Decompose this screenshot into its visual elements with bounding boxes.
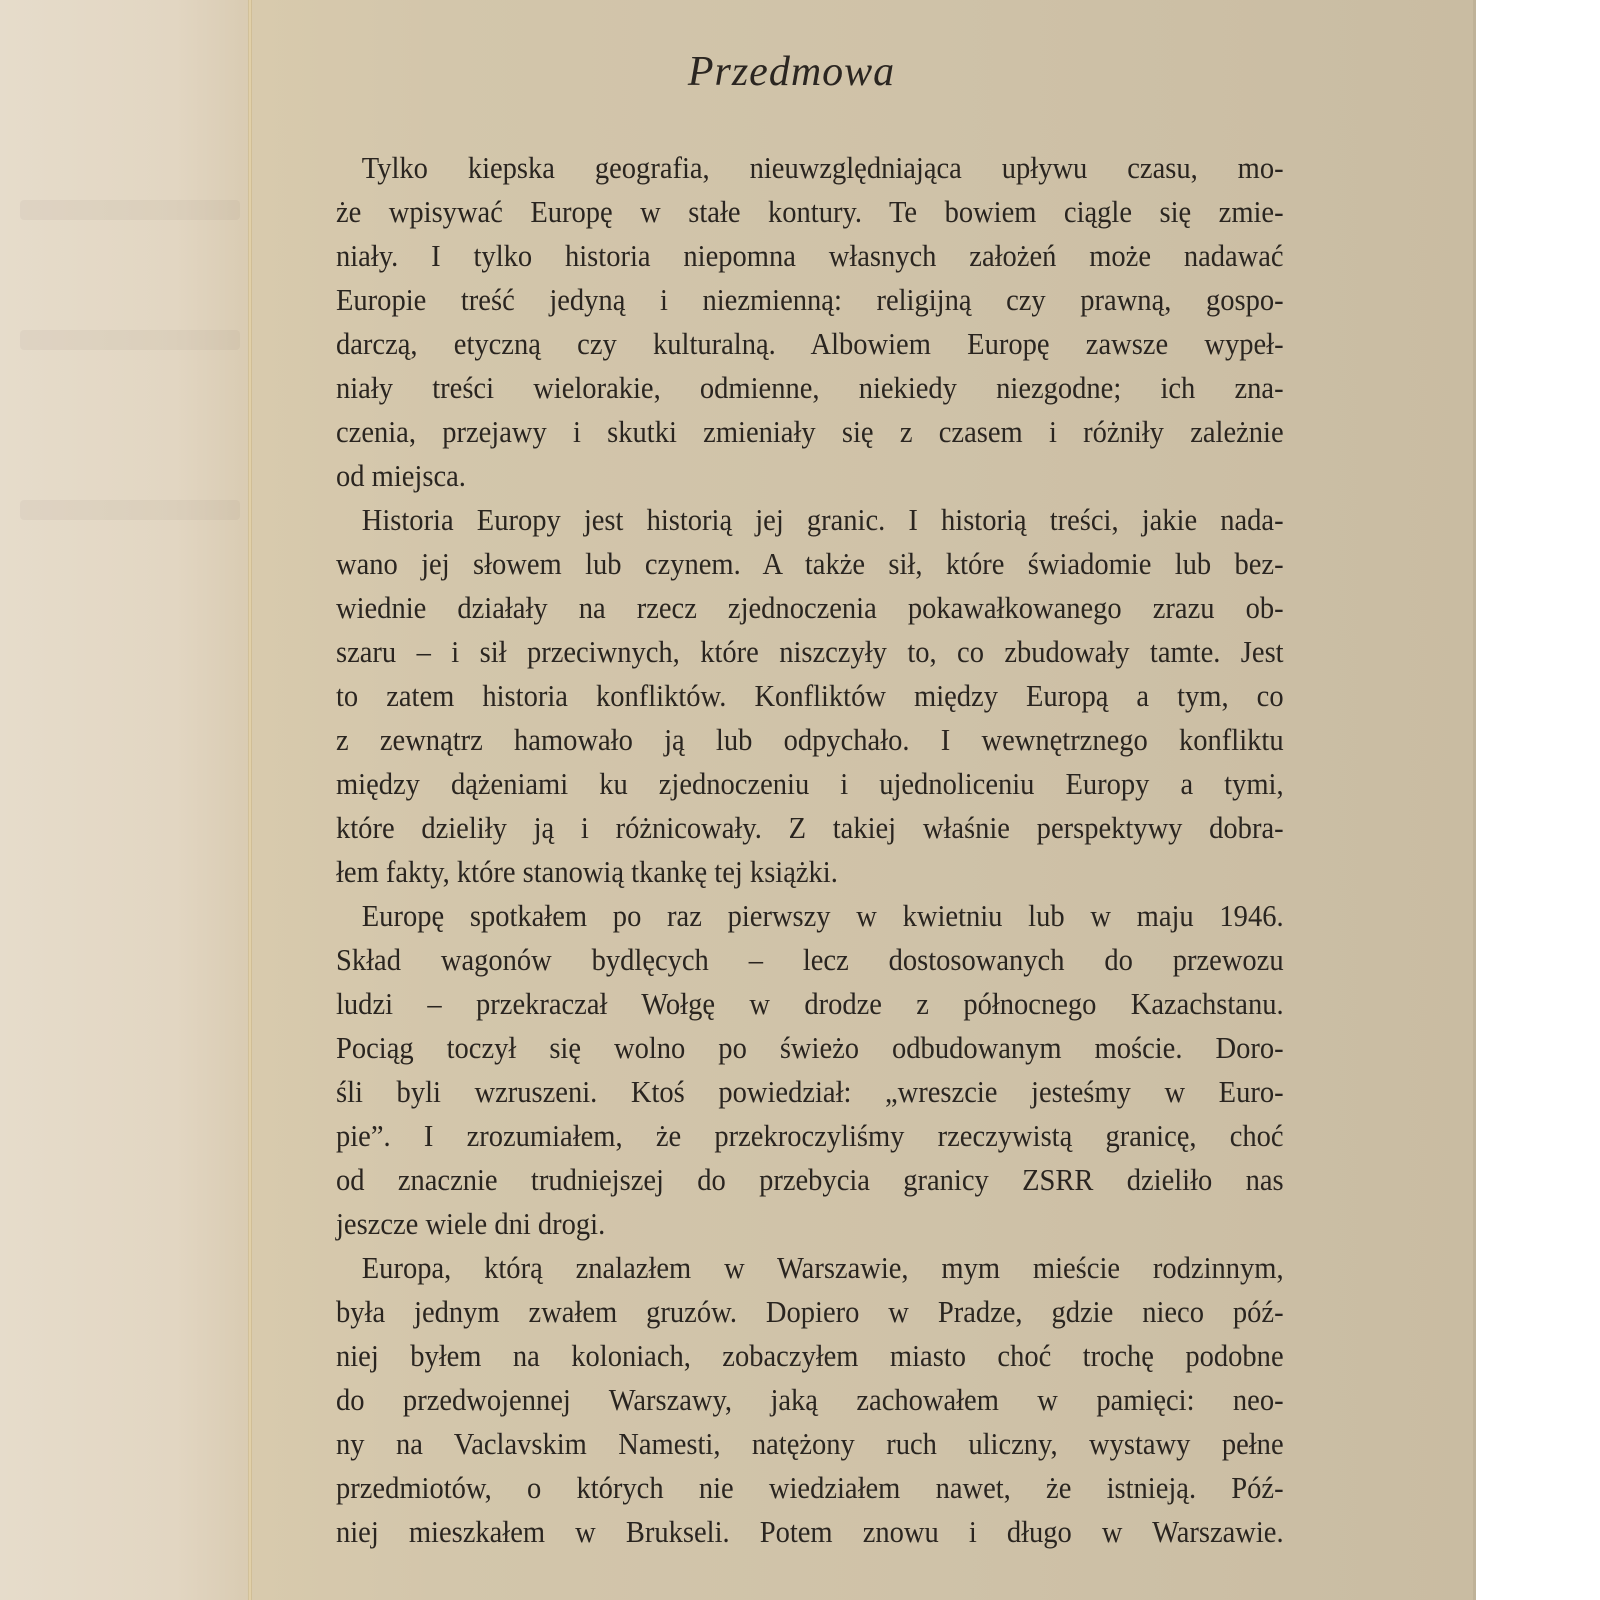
- text-line: Skład wagonów bydlęcych – lecz dostosowanych do przewozu: [336, 942, 1284, 977]
- text-line: które dzieliły ją i różnicowały. Z takiej właśnie perspektywy dobra-: [336, 810, 1284, 845]
- text-line: niej mieszkałem w Brukseli. Potem znowu i długo w Warszawie.: [336, 1514, 1284, 1549]
- text-line: z zewnątrz hamowało ją lub odpychało. I wewnętrznego konfliktu: [336, 722, 1284, 757]
- text-line: to zatem historia konfliktów. Konfliktów między Europą a tym, co: [336, 678, 1284, 713]
- text-line: była jednym zwałem gruzów. Dopiero w Pradze, gdzie nieco póź-: [336, 1294, 1284, 1329]
- text-line: niej byłem na koloniach, zobaczyłem miasto choć trochę podobne: [336, 1338, 1284, 1373]
- text-line: Historia Europy jest historią jej granic. I historią treści, jakie nada-: [361, 502, 1284, 537]
- text-line: między dążeniami ku zjednoczeniu i ujednoliceniu Europy a tymi,: [336, 766, 1284, 801]
- text-line: od miejsca.: [336, 458, 466, 493]
- text-line: Pociąg toczył się wolno po świeżo odbudowanym moście. Doro-: [336, 1030, 1284, 1065]
- text-line: szaru – i sił przeciwnych, które niszczyły to, co zbudowały tamte. Jest: [336, 634, 1284, 669]
- text-line: ludzi – przekraczał Wołgę w drodze z północnego Kazachstanu.: [336, 986, 1284, 1021]
- text-line: Europa, którą znalazłem w Warszawie, mym mieście rodzinnym,: [361, 1250, 1284, 1285]
- text-line: do przedwojennej Warszawy, jaką zachowałem w pamięci: neo-: [336, 1382, 1284, 1417]
- text-line: ny na Vaclavskim Namesti, natężony ruch uliczny, wystawy pełne: [336, 1426, 1284, 1461]
- text-line: Tylko kiepska geografia, nieuwzględniająca upływu czasu, mo-: [361, 150, 1284, 185]
- text-line: pie”. I zrozumiałem, że przekroczyliśmy rzeczywistą granicę, choć: [336, 1118, 1284, 1153]
- text-line: niały. I tylko historia niepomna własnych założeń może nadawać: [336, 238, 1284, 273]
- text-line: przedmiotów, o których nie wiedziałem nawet, że istnieją. Póź-: [336, 1470, 1284, 1505]
- text-line: Europę spotkałem po raz pierwszy w kwietniu lub w maju 1946.: [361, 898, 1284, 933]
- page-edge: [1473, 0, 1476, 1600]
- left-page: [0, 0, 250, 1600]
- text-line: śli byli wzruszeni. Ktoś powiedział: „wreszcie jesteśmy w Euro-: [336, 1074, 1284, 1109]
- text-line: łem fakty, które stanowią tkankę tej książki.: [336, 854, 838, 889]
- text-line: że wpisywać Europę w stałe kontury. Te bowiem ciągle się zmie-: [336, 194, 1284, 229]
- right-page: [252, 0, 1475, 1600]
- text-line: od znacznie trudniejszej do przebycia granicy ZSRR dzieliło nas: [336, 1162, 1284, 1197]
- bleed-through-text: [20, 500, 240, 520]
- body-text: [336, 146, 1282, 1554]
- text-line: Europie treść jedyną i niezmienną: religijną czy prawną, gospo-: [336, 282, 1284, 317]
- text-line: darczą, etyczną czy kulturalną. Albowiem Europę zawsze wypeł-: [336, 326, 1284, 361]
- bleed-through-text: [20, 330, 240, 350]
- text-line: wano jej słowem lub czynem. A także sił, które świadomie lub bez-: [336, 546, 1284, 581]
- text-line: jeszcze wiele dni drogi.: [336, 1206, 606, 1241]
- chapter-title: Przedmowa: [687, 49, 896, 95]
- text-line: niały treści wielorakie, odmienne, niekiedy niezgodne; ich zna-: [336, 370, 1284, 405]
- text-line: czenia, przejawy i skutki zmieniały się z czasem i różniły zależnie: [336, 414, 1284, 449]
- text-line: wiednie działały na rzecz zjednoczenia pokawałkowanego zrazu ob-: [336, 590, 1284, 625]
- bleed-through-text: [20, 200, 240, 220]
